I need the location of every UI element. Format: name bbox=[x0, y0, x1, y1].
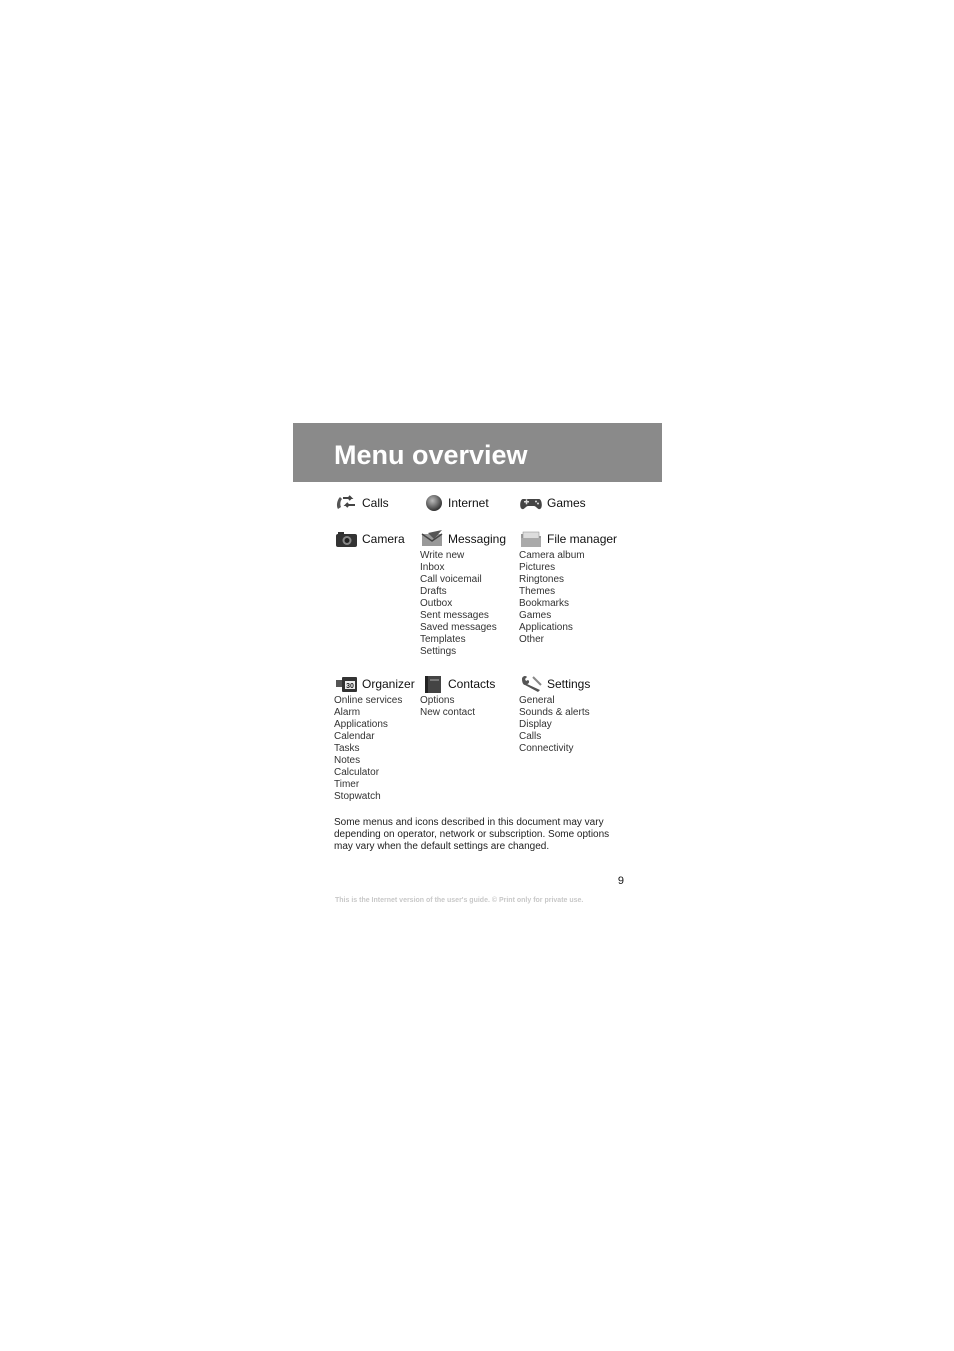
menu-title: Organizer bbox=[362, 677, 415, 691]
menu-title: Camera bbox=[362, 532, 405, 546]
menu-title: Internet bbox=[448, 496, 489, 510]
list-item: Notes bbox=[334, 755, 361, 766]
menu-title: Calls bbox=[362, 496, 389, 510]
list-item: Pictures bbox=[519, 562, 556, 573]
list-item: Timer bbox=[334, 779, 360, 790]
list-item: Stopwatch bbox=[334, 791, 381, 802]
list-item: Inbox bbox=[420, 562, 445, 573]
list-item: Themes bbox=[519, 586, 556, 597]
submenu-list bbox=[519, 695, 639, 755]
wrench-icon bbox=[519, 675, 543, 693]
list-item: Applications bbox=[334, 719, 388, 730]
envelope-icon bbox=[420, 530, 444, 548]
list-item: Calculator bbox=[334, 767, 380, 778]
list-item: Drafts bbox=[420, 586, 447, 597]
submenu-list bbox=[519, 550, 639, 646]
menu-title: Settings bbox=[547, 677, 591, 691]
list-item: Bookmarks bbox=[519, 598, 570, 609]
list-item: Games bbox=[519, 610, 552, 621]
list-item: Online services bbox=[334, 695, 403, 706]
menu-settings bbox=[519, 673, 639, 755]
list-item: Sent messages bbox=[420, 610, 489, 621]
list-item: New contact bbox=[420, 707, 476, 718]
list-item: Sounds & alerts bbox=[519, 707, 590, 718]
list-item: Alarm bbox=[334, 707, 361, 718]
list-item: Templates bbox=[420, 634, 466, 645]
list-item: Display bbox=[519, 719, 552, 730]
svg-text:30: 30 bbox=[346, 683, 354, 690]
list-item: Calls bbox=[519, 731, 542, 742]
list-item: Saved messages bbox=[420, 622, 497, 633]
menu-games bbox=[519, 492, 639, 514]
disclaimer-note: Some menus and icons described in this document may vary depending on operator, network or subscription. Some options may vary when the default settings are changed. bbox=[334, 817, 610, 852]
footer-notice: This is the Internet version of the user's guide. © Print only for private use. bbox=[335, 897, 584, 904]
list-item: General bbox=[519, 695, 555, 706]
contacts-book-icon bbox=[420, 675, 444, 693]
globe-icon bbox=[420, 494, 444, 512]
menu-title: Games bbox=[547, 496, 586, 510]
title-banner bbox=[293, 423, 662, 482]
gamepad-icon bbox=[519, 494, 543, 512]
list-item: Ringtones bbox=[519, 574, 565, 585]
folder-icon bbox=[519, 530, 543, 548]
list-item: Outbox bbox=[420, 598, 453, 609]
list-item: Write new bbox=[420, 550, 465, 561]
list-item: Applications bbox=[519, 622, 573, 633]
camera-icon bbox=[334, 530, 358, 548]
list-item: Calendar bbox=[334, 731, 375, 742]
menu-title: Messaging bbox=[448, 532, 507, 546]
organizer-icon bbox=[334, 675, 358, 693]
calls-icon bbox=[334, 494, 358, 512]
menu-title: Contacts bbox=[448, 677, 496, 691]
list-item: Other bbox=[519, 634, 545, 645]
list-item: Tasks bbox=[334, 743, 360, 754]
list-item: Connectivity bbox=[519, 743, 574, 754]
page-title: Menu overview bbox=[334, 440, 528, 470]
list-item: Camera album bbox=[519, 550, 585, 561]
page-number: 9 bbox=[617, 875, 624, 887]
menu-file-manager bbox=[519, 528, 639, 646]
list-item: Options bbox=[420, 695, 455, 706]
list-item: Call voicemail bbox=[420, 574, 482, 585]
list-item: Settings bbox=[420, 646, 457, 657]
menu-title: File manager bbox=[547, 532, 618, 546]
